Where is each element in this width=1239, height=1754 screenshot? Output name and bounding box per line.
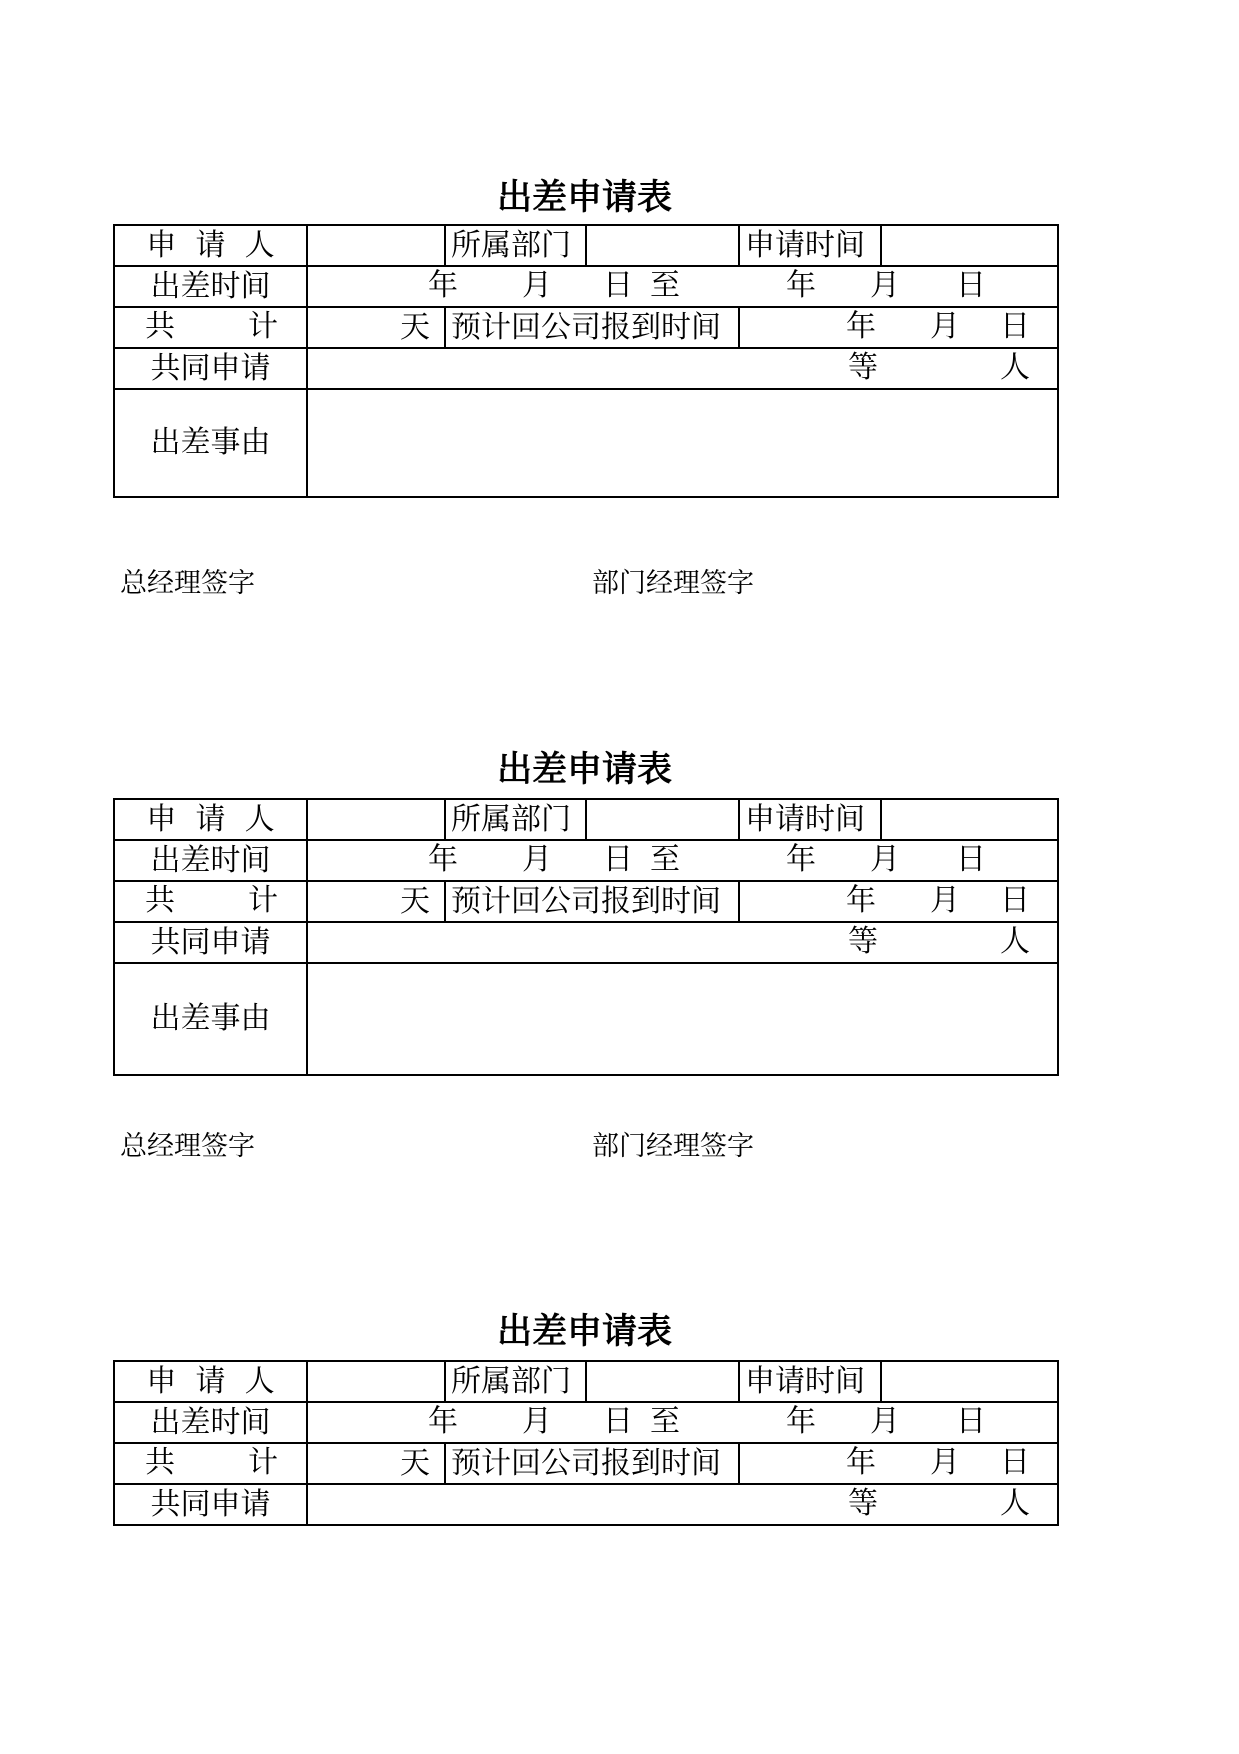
- reason-field[interactable]: [307, 963, 1058, 1075]
- form-title: 出差申请表: [496, 177, 672, 218]
- to-label: 至: [650, 842, 680, 877]
- row-total-days: [114, 307, 1058, 348]
- row-applicant: [114, 225, 1058, 266]
- to-label: 至: [650, 268, 680, 303]
- row-travel-time: [114, 840, 1058, 881]
- travel-time-label: 出差时间: [114, 840, 307, 881]
- apply-time-field[interactable]: [881, 1361, 1058, 1402]
- total-label-b: 计: [248, 1445, 278, 1480]
- month-label-2: 月: [870, 268, 900, 303]
- return-month-label: 月: [930, 1445, 960, 1480]
- day-label: 日: [603, 268, 633, 303]
- form-table: [113, 1360, 1059, 1526]
- co-applicants-field[interactable]: [307, 348, 1058, 389]
- total-label-b: 计: [248, 309, 278, 344]
- dept-label: 所属部门: [445, 225, 586, 266]
- row-total-days: [114, 1443, 1058, 1484]
- reason-label: 出差事由: [114, 389, 307, 497]
- travel-time-field[interactable]: [307, 266, 1058, 307]
- year-label: 年: [428, 842, 458, 877]
- return-label: 预计回公司报到时间: [445, 1443, 739, 1484]
- return-month-label: 月: [930, 309, 960, 344]
- day-label-2: 日: [956, 842, 986, 877]
- apply-time-field[interactable]: [881, 225, 1058, 266]
- dept-label: 所属部门: [445, 799, 586, 840]
- days-field[interactable]: [307, 307, 445, 348]
- reason-field[interactable]: [307, 389, 1058, 497]
- year-label-2: 年: [786, 268, 816, 303]
- co-applicants-field[interactable]: [307, 922, 1058, 963]
- apply-time-label: 申请时间: [739, 1361, 881, 1402]
- people-label: 人: [1000, 924, 1030, 959]
- dept-manager-signature-label: 部门经理签字: [592, 1131, 754, 1162]
- row-travel-time: [114, 1402, 1058, 1443]
- applicant-field[interactable]: [307, 225, 445, 266]
- applicant-field[interactable]: [307, 1361, 445, 1402]
- day-label: 日: [603, 1404, 633, 1439]
- reason-label: 出差事由: [114, 963, 307, 1075]
- dept-field[interactable]: [586, 225, 739, 266]
- return-date-field[interactable]: [739, 881, 1058, 922]
- row-reason: [114, 389, 1058, 497]
- return-label: 预计回公司报到时间: [445, 307, 739, 348]
- return-date-field[interactable]: [739, 307, 1058, 348]
- total-label-a: 共: [145, 309, 175, 344]
- row-co-applicants: [114, 922, 1058, 963]
- apply-time-field[interactable]: [881, 799, 1058, 840]
- days-unit: 天: [400, 883, 430, 919]
- row-applicant: [114, 799, 1058, 840]
- travel-time-label: 出差时间: [114, 1402, 307, 1443]
- days-field[interactable]: [307, 1443, 445, 1484]
- travel-time-field[interactable]: [307, 840, 1058, 881]
- return-year-label: 年: [846, 883, 876, 918]
- return-day-label: 日: [1000, 309, 1030, 344]
- apply-time-label: 申请时间: [739, 799, 881, 840]
- return-date-field[interactable]: [739, 1443, 1058, 1484]
- people-label: 人: [1000, 350, 1030, 385]
- row-reason: [114, 963, 1058, 1075]
- form-title: 出差申请表: [496, 1311, 672, 1352]
- month-label-2: 月: [870, 1404, 900, 1439]
- dept-manager-signature-label: 部门经理签字: [592, 568, 754, 599]
- year-label: 年: [428, 268, 458, 303]
- applicant-label: 申 请 人: [114, 799, 307, 840]
- total-label-b: 计: [248, 883, 278, 918]
- month-label: 月: [522, 268, 552, 303]
- row-total-days: [114, 881, 1058, 922]
- days-unit: 天: [400, 309, 430, 345]
- row-co-applicants: [114, 348, 1058, 389]
- return-day-label: 日: [1000, 883, 1030, 918]
- travel-time-label: 出差时间: [114, 266, 307, 307]
- row-applicant: [114, 1361, 1058, 1402]
- total-label-a: 共: [145, 1445, 175, 1480]
- etc-label: 等: [848, 350, 878, 385]
- month-label: 月: [522, 842, 552, 877]
- gm-signature-label: 总经理签字: [120, 1131, 255, 1162]
- return-month-label: 月: [930, 883, 960, 918]
- year-label: 年: [428, 1404, 458, 1439]
- day-label-2: 日: [956, 1404, 986, 1439]
- month-label-2: 月: [870, 842, 900, 877]
- co-applicants-label: 共同申请: [114, 922, 307, 963]
- form-table: [113, 224, 1059, 498]
- applicant-label: 申 请 人: [114, 225, 307, 266]
- form-title: 出差申请表: [496, 749, 672, 790]
- applicant-field[interactable]: [307, 799, 445, 840]
- return-year-label: 年: [846, 1445, 876, 1480]
- dept-field[interactable]: [586, 799, 739, 840]
- people-label: 人: [1000, 1486, 1030, 1521]
- co-applicants-label: 共同申请: [114, 1484, 307, 1525]
- return-year-label: 年: [846, 309, 876, 344]
- total-label: [114, 307, 307, 348]
- year-label-2: 年: [786, 1404, 816, 1439]
- total-label: [114, 881, 307, 922]
- apply-time-label: 申请时间: [739, 225, 881, 266]
- to-label: 至: [650, 1404, 680, 1439]
- travel-time-field[interactable]: [307, 1402, 1058, 1443]
- day-label-2: 日: [956, 268, 986, 303]
- year-label-2: 年: [786, 842, 816, 877]
- row-co-applicants: [114, 1484, 1058, 1525]
- dept-field[interactable]: [586, 1361, 739, 1402]
- month-label: 月: [522, 1404, 552, 1439]
- applicant-label: 申 请 人: [114, 1361, 307, 1402]
- days-unit: 天: [400, 1445, 430, 1481]
- etc-label: 等: [848, 924, 878, 959]
- co-applicants-label: 共同申请: [114, 348, 307, 389]
- return-day-label: 日: [1000, 1445, 1030, 1480]
- gm-signature-label: 总经理签字: [120, 568, 255, 599]
- co-applicants-field[interactable]: [307, 1484, 1058, 1525]
- return-label: 预计回公司报到时间: [445, 881, 739, 922]
- dept-label: 所属部门: [445, 1361, 586, 1402]
- days-field[interactable]: [307, 881, 445, 922]
- etc-label: 等: [848, 1486, 878, 1521]
- total-label: [114, 1443, 307, 1484]
- day-label: 日: [603, 842, 633, 877]
- total-label-a: 共: [145, 883, 175, 918]
- form-table: [113, 798, 1059, 1076]
- row-travel-time: [114, 266, 1058, 307]
